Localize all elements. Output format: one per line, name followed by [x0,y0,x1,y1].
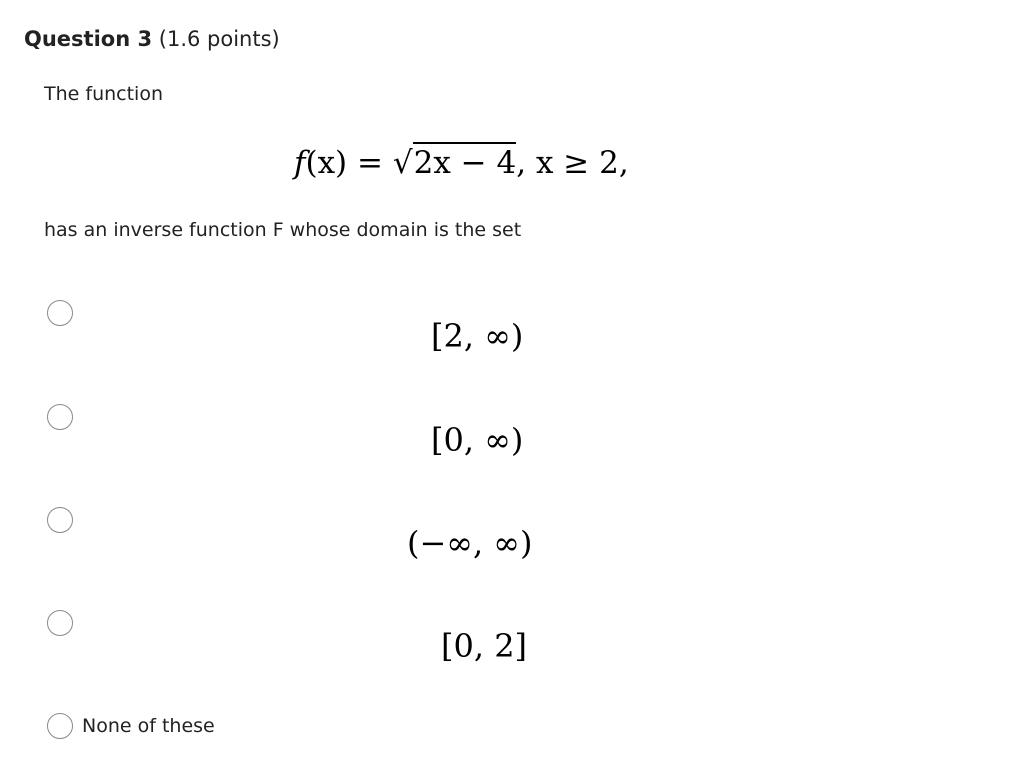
option-label: None of these [82,715,215,737]
answer-option[interactable] [0,404,1024,464]
question-stem-intro: The function [44,83,163,105]
formula-condition: , x ≥ 2, [516,145,629,181]
question-header [24,26,280,52]
answer-option[interactable] [0,610,1024,670]
question-number: Question 3 [24,27,153,51]
answer-option[interactable] [0,300,1024,360]
formula-equals: = [347,145,393,181]
radio-button[interactable] [47,610,73,636]
option-label: [0, ∞) [431,421,524,459]
question-stem-continued: has an inverse function F whose domain is the set [44,219,522,241]
radio-button[interactable] [47,713,73,739]
formula-argument: (x) [305,145,348,181]
radio-button[interactable] [47,300,73,326]
answer-option[interactable] [0,507,1024,567]
answer-option[interactable] [0,713,1024,743]
square-root-icon: √ [392,145,413,181]
radio-button[interactable] [47,404,73,430]
option-label: [0, 2] [441,627,528,665]
option-label: [2, ∞) [431,317,524,355]
formula-function-name: f [294,145,306,181]
function-formula [294,143,629,183]
radio-button[interactable] [47,507,73,533]
question-points: (1.6 points) [158,27,280,51]
option-label: (−∞, ∞) [407,524,533,562]
formula-radicand: 2x − 4 [413,142,517,181]
